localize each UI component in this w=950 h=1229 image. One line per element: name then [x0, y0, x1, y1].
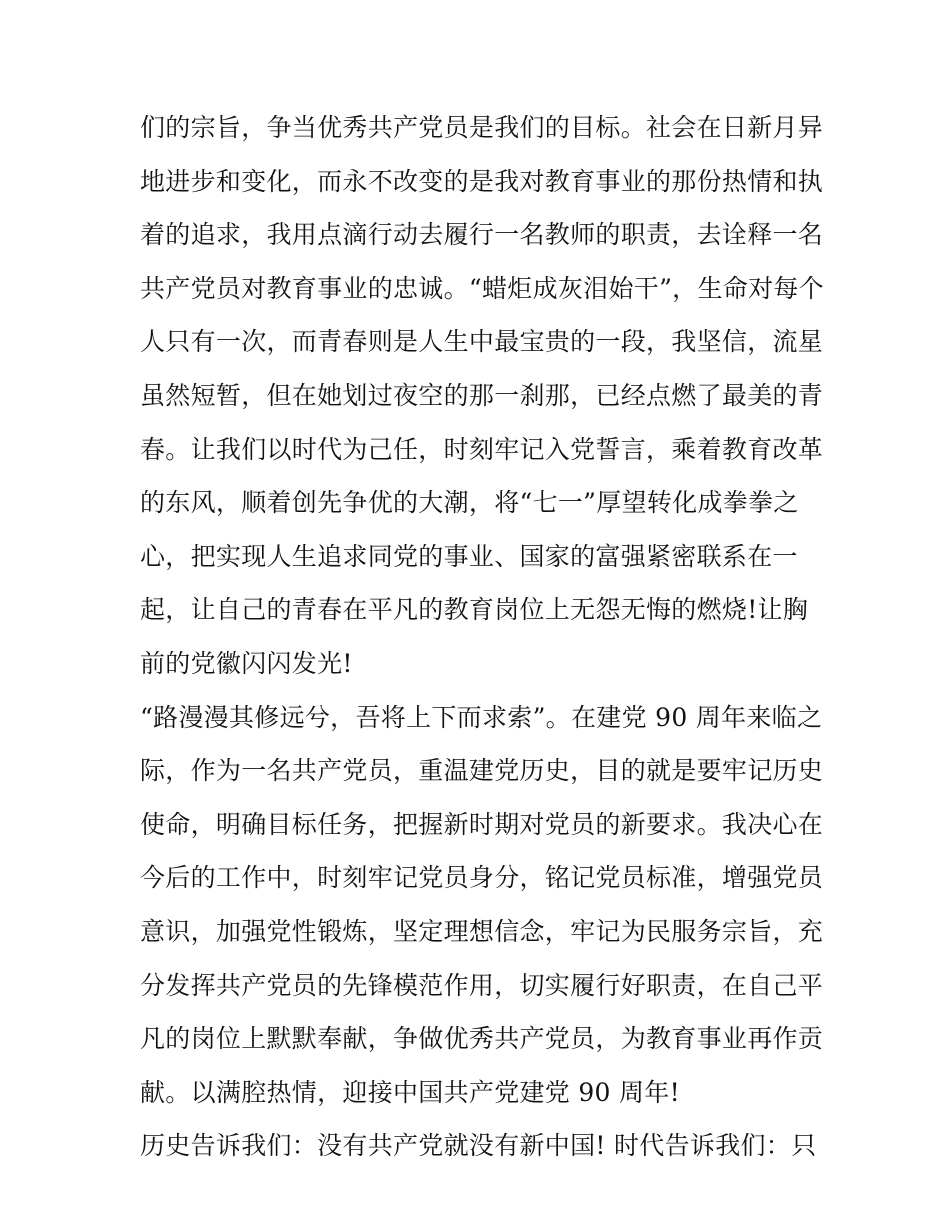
text-line: 使命，明确目标任务，把握新时期对党员的新要求。我决心在	[140, 809, 824, 839]
text-line: 地进步和变化，而永不改变的是我对教育事业的那份热情和执	[140, 166, 824, 196]
text-line: 们的宗旨，争当优秀共产党员是我们的目标。社会在日新月异	[140, 113, 824, 142]
text-line: 心，把实现人生追求同党的事业、国家的富强紧密联系在一	[140, 541, 798, 571]
text-line: 虽然短暂，但在她划过夜空的那一刹那，已经点燃了最美的青	[140, 380, 824, 410]
text-line: 凡的岗位上默默奉献，争做优秀共产党员，为教育事业再作贡	[140, 1024, 824, 1054]
text-line: 意识，加强党性锻炼，坚定理想信念，牢记为民服务宗旨，充	[140, 916, 824, 946]
text-line: “路漫漫其修远兮，吾将上下而求索”。在建党 90 周年来临之	[140, 702, 823, 732]
text-line: 的东风，顺着创先争优的大潮，将“七一”厚望转化成拳拳之	[140, 488, 799, 518]
text-line: 际，作为一名共产党员，重温建党历史，目的就是要牢记历史	[140, 756, 824, 786]
text-line: 前的党徽闪闪发光!	[140, 648, 353, 678]
text-line: 起，让自己的青春在平凡的教育岗位上无怨无悔的燃烧!让胸	[140, 595, 809, 625]
text-line: 分发挥共产党员的先锋模范作用，切实履行好职责，在自己平	[140, 970, 824, 1000]
text-line: 着的追求，我用点滴行动去履行一名教师的职责，去诠释一名	[140, 220, 824, 250]
body-text	[140, 101, 824, 1173]
text-line: 历史告诉我们：没有共产党就没有新中国! 时代告诉我们：只	[140, 1131, 817, 1161]
text-line: 共产党员对教育事业的忠诚。“蜡炬成灰泪始干”，生命对每个	[140, 273, 824, 303]
text-line: 今后的工作中，时刻牢记党员身分，铭记党员标准，增强党员	[140, 863, 824, 893]
text-line: 献。以满腔热情，迎接中国共产党建党 90 周年!	[140, 1077, 680, 1107]
text-line: 春。让我们以时代为己任，时刻牢记入党誓言，乘着教育改革	[140, 434, 824, 464]
text-line: 人只有一次，而青春则是人生中最宝贵的一段，我坚信，流星	[140, 327, 824, 357]
